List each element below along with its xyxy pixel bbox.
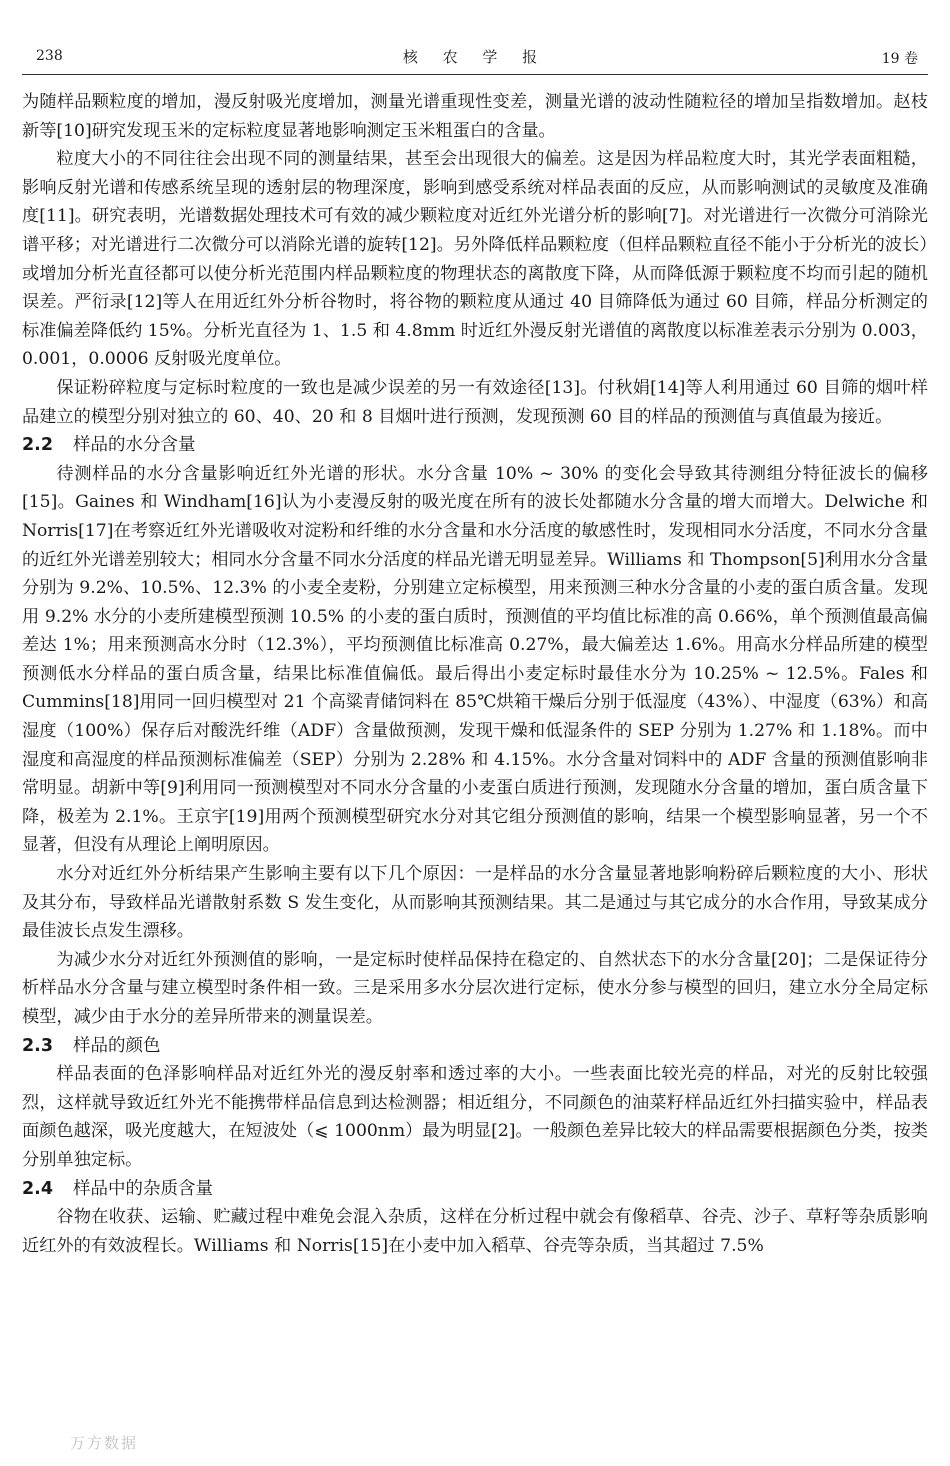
page-number: 238 (36, 48, 63, 64)
paragraph-3: 保证粉碎粒度与定标时粒度的一致也是减少误差的另一有效途径[13]。付秋娟[14]等人利用通过 60 目筛的烟叶样品建立的模型分别对独立的 60、40、20 和 8 目烟叶进行预测，发现预测 60 目的样品的预测值与真值最为接近。 (22, 377, 928, 427)
section-number: 2.3 (22, 1035, 54, 1056)
paragraph-7: 样品表面的色泽影响样品对近红外光的漫反射率和透过率的大小。一些表面比较光亮的样品，对光的反射比较强烈，这样就导致近红外光不能携带样品信息到达检测器；相近组分，不同颜色的油菜籽样品近红外扫描实验中，样品表面颜色越深，吸光度越大，在短波处（⩽ 1000nm）最为明显[2]。一般颜色差异比较大的样品需要根据颜色分类，按类分别单独定标。 (22, 1064, 928, 1170)
paragraph-2: 粒度大小的不同往往会出现不同的测量结果，甚至会出现很大的偏差。这是因为样品粒度大时，其光学表面粗糙，影响反射光谱和传感系统呈现的透射层的物理深度，影响到感受系统对样品表面的反应，从而影响测试的灵敏度及准确度[11]。研究表明，光谱数据处理技术可有效的减少颗粒度对近红外光谱分析的影响[7]。对光谱进行一次微分可消除光谱平移；对光谱进行二次微分可以消除光谱的旋转[12]。另外降低样品颗粒度（但样品颗粒直径不能小于分析光的波长）或增加分析光直径都可以使分析光范围内样品颗粒度的物理状态的离散度下降，从而降低源于颗粒度不均而引起的随机误差。严衍录[12]等人在用近红外分析谷物时，将谷物的颗粒度从通过 40 目筛降低为通过 60 目筛，样品分析测定的标准偏差降低约 15%。分析光直径为 1、1.5 和 4.8mm 时近红外漫反射光谱值的离散度以标准差表示分别为 0.003，0.001，0.0006 反射吸光度单位。 (22, 149, 928, 370)
section-title: 样品的颜色 (73, 1035, 161, 1056)
running-header (22, 44, 928, 70)
paragraph-8: 谷物在收获、运输、贮藏过程中难免会混入杂质，这样在分析过程中就会有像稻草、谷壳、沙子、草籽等杂质影响近红外的有效波程长。Williams 和 Norris[15]在小麦中加入稻草、谷壳等杂质，当其超过 7.5% (22, 1207, 928, 1256)
section-number: 2.4 (22, 1178, 54, 1199)
section-heading-2-3 (22, 1032, 928, 1061)
section-title: 样品的水分含量 (73, 435, 196, 456)
article-body (22, 88, 928, 1260)
volume-label: 19 卷 (881, 51, 918, 67)
paragraph-4: 待测样品的水分含量影响近红外光谱的形状。水分含量 10% ~ 30% 的变化会导致其待测组分特征波长的偏移[15]。Gaines 和 Windham[16]认为小麦漫反射的吸光度在所有的波长处都随水分含量的增大而增大。Delwiche 和 Norris[17]在考察近红外光谱吸收对淀粉和纤维的水分含量和水分活度的敏感性时，发现相同水分活度，不同水分含量的近红外光谱差别较大；相同水分含量不同水分活度的样品光谱无明显差异。Williams 和 Thompson[5]利用水分含量分别为 9.2%、10.5%、12.3% 的小麦全麦粉，分别建立定标模型，用来预测三种水分含量的小麦的蛋白质含量。发现用 9.2% 水分的小麦所建模型预测 10.5% 的小麦的蛋白质时，预测值的平均值比标准的高 0.66%，单个预测值最高偏差达 1%；用来预测高水分时（12.3%），平均预测值比标准高 0.27%，最大偏差达 1.6%。用高水分样品所建的模型预测低水分样品的蛋白质含量，结果比标准值偏低。最后得出小麦定标时最佳水分为 10.25% ~ 12.5%。Fales 和 Cummins[18]用同一回归模型对 21 个高粱青储饲料在 85℃烘箱干燥后分别于低湿度（43%）、中湿度（63%）和高湿度（100%）保存后对酸洗纤维（ADF）含量做预测，发现干燥和低湿条件的 SEP 分别为 1.27% 和 1.18%。而中湿度和高湿度的样品预测标准偏差（SEP）分别为 2.28% 和 4.15%。水分含量对饲料中的 ADF 含量的预测值影响非常明显。胡新中等[9]利用同一预测模型对不同水分含量的小麦蛋白质进行预测，发现随水分含量的增加，蛋白质含量下降，极差为 2.1%。王京宇[19]用两个预测模型研究水分对其它组分预测值的影响，结果一个模型影响显著，另一个不显著，但没有从理论上阐明原因。 (22, 463, 928, 856)
section-heading-2-4 (22, 1175, 928, 1204)
paragraph-6: 为减少水分对近红外预测值的影响，一是定标时使样品保持在稳定的、自然状态下的水分含量[20]；二是保证待分析样品水分含量与建立模型时条件相一致。三是采用多水分层次进行定标，使水分参与模型的回归，建立水分全局定标模型，减少由于水分的差异所带来的测量误差。 (22, 949, 928, 1027)
header-rule (22, 74, 928, 75)
paragraph-5: 水分对近红外分析结果产生影响主要有以下几个原因：一是样品的水分含量显著地影响粉碎后颗粒度的大小、形状及其分布，导致样品光谱散射系数 S 发生变化，从而影响其预测结果。其二是通过与其它成分的水合作用，导致某成分最佳波长点发生漂移。 (22, 864, 928, 942)
paragraph-1: 为随样品颗粒度的增加，漫反射吸光度增加，测量光谱重现性变差，测量光谱的波动性随粒径的增加呈指数增加。赵枝新等[10]研究发现玉米的定标粒度显著地影响测定玉米粗蛋白的含量。 (22, 92, 928, 141)
section-heading-2-2 (22, 431, 928, 460)
section-number: 2.2 (22, 435, 54, 456)
watermark: 万方数据 (70, 1434, 139, 1452)
journal-name: 核 农 学 报 (402, 48, 548, 66)
section-title: 样品中的杂质含量 (73, 1178, 214, 1199)
